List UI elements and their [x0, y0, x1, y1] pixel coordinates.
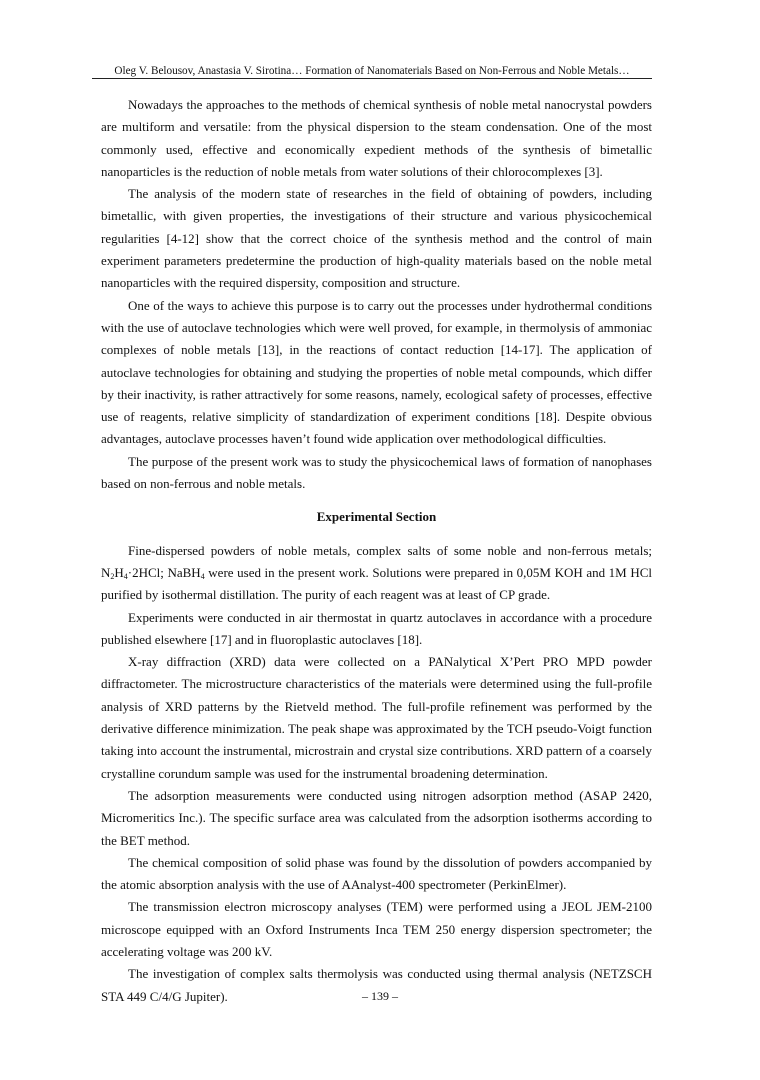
paragraph-reagents	[101, 540, 652, 607]
paragraph-composition: The chemical composition of solid phase was found by the dissolution of powders accompanied by the atomic absorption analysis with the use of AAnalyst-400 spectrometer (PerkinElmer).	[101, 854, 652, 893]
paragraph-tem: The transmission electron microscopy analyses (TEM) were performed using a JEOL JEM-2100 microscope equipped with an Oxford Instruments Inca TEM 250 energy dispersion spectrometer; the accelerating voltage was 200 kV.	[101, 899, 652, 959]
paragraph-intro-4: The purpose of the present work was to study the physicochemical laws of formation of nanophases based on non-ferrous and noble metals.	[101, 453, 652, 492]
reagents-text-3: ·2HCl; NaBH	[127, 564, 201, 580]
paragraph-autoclaves: Experiments were conducted in air thermostat in quartz autoclaves in accordance with a procedure published elsewhere [17] and in fluoroplastic autoclaves [18].	[101, 609, 652, 647]
paragraph-intro-1: Nowadays the approaches to the methods of chemical synthesis of noble metal nanocrystal powders are multiform and versatile: from the physical dispersion to the steam condensation. One of the most commonly used, effective and economically expedient methods of the synthesis of bimetallic nanoparticles is the reduction of noble metals from water solutions of their chlorocomplexes [3].	[101, 97, 652, 179]
reagents-text-2: H	[114, 564, 124, 580]
paragraph-intro-2: The analysis of the modern state of researches in the field of obtaining of powders, including bimetallic, with given properties, the investigations of their structure and various physicochemical regularities [4-12] show that the correct choice of the synthesis method and the control of main experiment parameters predetermine the production of high-quality materials based on the noble metal nanoparticles with the required dispersity, composition and structure.	[101, 186, 652, 291]
reagents-sub-2: 4	[123, 571, 128, 581]
running-header: Oleg V. Belousov, Anastasia V. Sirotina… Formation of Nanomaterials Based on Non-Ferrous and Noble Metals…	[114, 65, 630, 77]
reagents-text-4: were used in the present work. Solutions were prepared in 0,05M KOH and 1M HCl purified by isothermal distillation. The purity of each reagent was at least of CP grade.	[101, 564, 652, 603]
paragraph-adsorption: The adsorption measurements were conducted using nitrogen adsorption method (ASAP 2420, Micromeritics Inc.). The specific surface area was calculated from the adsorption isotherms according to the BET method.	[101, 787, 652, 848]
paragraph-thermal: The investigation of complex salts thermolysis was conducted using thermal analysis (NETZSCH STA 449 C/4/G Jupiter).	[101, 966, 652, 1004]
section-title: Experimental Section	[316, 509, 437, 525]
header-rule	[92, 78, 652, 79]
reagents-sub-1: 2	[110, 571, 115, 581]
paragraph-intro-3: One of the ways to achieve this purpose is to carry out the processes under hydrothermal conditions with the use of autoclave technologies which were well proved, for example, in thermolysis of ammoniac complexes of noble metals [13], in the reactions of contact reduction [14-17]. The application of autoclave technologies for obtaining and studying the properties of noble metal compounds, which differ by their inactivity, is rather attractively for some reasons, namely, ecological safety of processes, effective use of reagents, relative simplicity of standardization of experiment conditions [18]. Despite obvious advantages, autoclave processes haven’t found wide application over methodological difficulties.	[101, 297, 652, 447]
reagents-text-1: Fine-dispersed powders of noble metals, complex salts of some noble and non-ferrous metals; N	[101, 542, 652, 580]
article-body	[101, 94, 652, 1008]
reagents-sub-3: 4	[200, 571, 205, 581]
paragraph-xrd: X-ray diffraction (XRD) data were collected on a PANalytical X’Pert PRO MPD powder diffractometer. The microstructure characteristics of the materials were determined using the full-profile analysis of XRD patterns by the Rietveld method. The full-profile refinement was performed by the derivative difference minimization. The peak shape was approximated by the TCH pseudo-Voigt function taking into account the instrumental, microstrain and crystal size contributions. XRD pattern of a coarsely crystalline corundum sample was used for the instrumental broadening determination.	[101, 654, 652, 781]
page-number: – 139 –	[362, 989, 398, 1003]
